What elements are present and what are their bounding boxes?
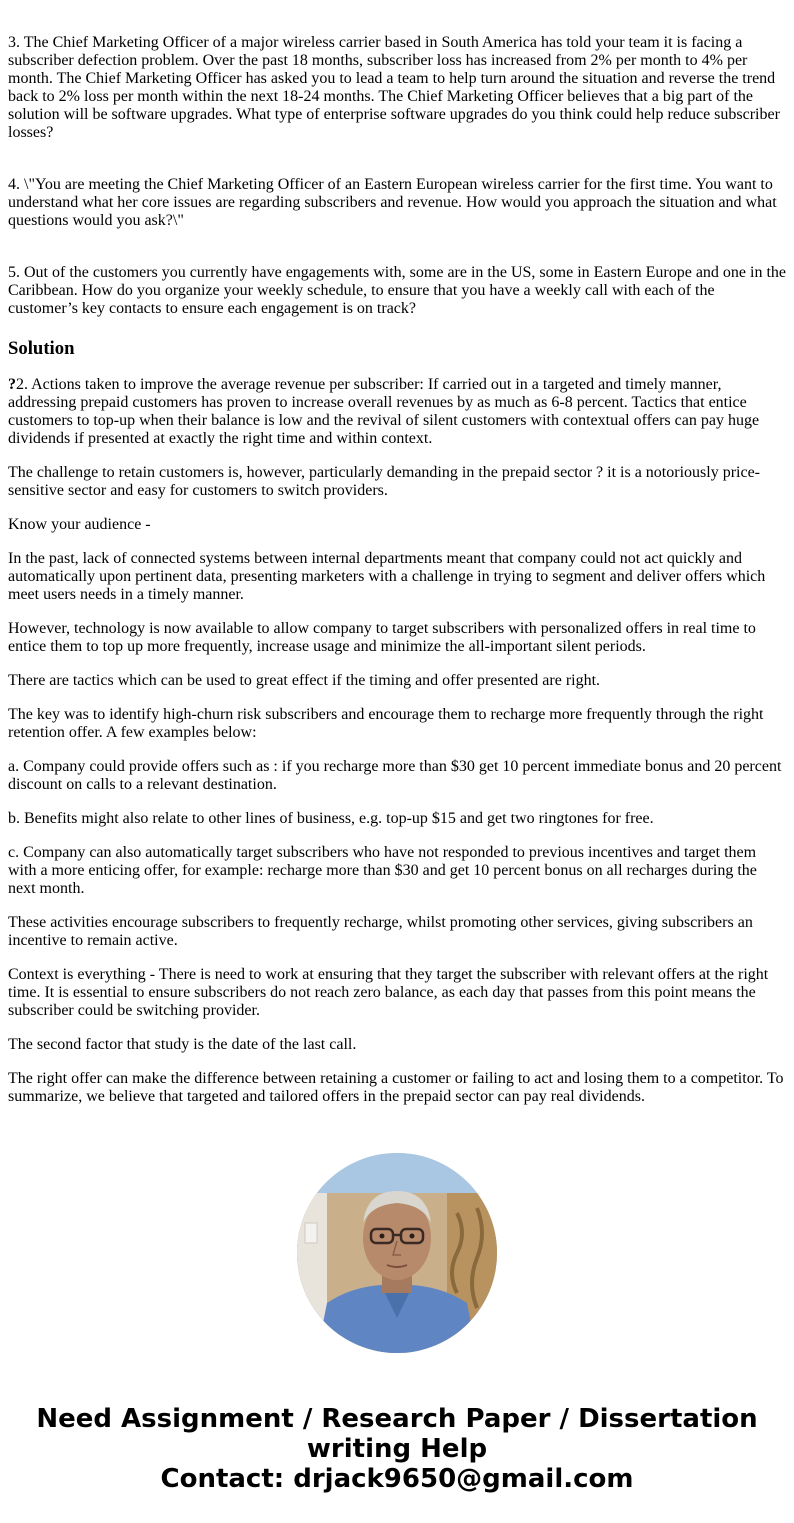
question-5: 5. Out of the customers you currently have engagements with, some are in the US, some in Eastern Europe and one in the Caribbean. How do you organize your weekly schedule, to ensure that you have a weekly call with each of the customer’s key contacts to ensure each engagement is on track? xyxy=(8,264,787,317)
banner-line-1: Need Assignment / Research Paper / Dissertation xyxy=(36,1404,758,1434)
solution-paragraph: a. Company could provide offers such as : if you recharge more than $30 get 10 percent immediate bonus and 20 percent discount on calls to a relevant destination. xyxy=(8,758,782,793)
question-mark-glyph: ? xyxy=(8,376,16,393)
solution-paragraph: In the past, lack of connected systems between internal departments meant that company could not act quickly and automatically upon pertinent data, presenting marketers with a challenge in trying to segment and deliver offers which meet users needs in a timely manner. xyxy=(8,550,766,603)
solution-paragraph: However, technology is now available to allow company to target subscribers with personalized offers in real time to entice them to top up more frequently, increase usage and minimize the all-important silent periods. xyxy=(8,620,756,655)
solution-paragraph: Know your audience - xyxy=(8,516,151,533)
author-avatar xyxy=(297,1153,497,1353)
solution-paragraph: The key was to identify high-churn risk subscribers and encourage them to recharge more frequently through the right retention offer. A few examples below: xyxy=(8,706,764,741)
banner-contact-email: Contact: drjack9650@gmail.com xyxy=(160,1464,634,1494)
solution-paragraph: b. Benefits might also relate to other lines of business, e.g. top-up $15 and get two ringtones for free. xyxy=(8,810,654,827)
solution-heading: Solution xyxy=(8,338,75,359)
question-4: 4. \"You are meeting the Chief Marketing Officer of an Eastern European wireless carrier for the first time. You want to understand what her core issues are regarding subscribers and revenue. How would you approach the situation and what questions would you ask?\" xyxy=(8,176,777,229)
solution-paragraph-1-text: 2. Actions taken to improve the average revenue per subscriber: If carried out in a targeted and timely manner, addressing prepaid customers has proven to increase overall revenues by as much as 6-8 percent. Tactics that entice customers to top-up when their balance is low and the revival of silent customers with contextual offers can pay huge dividends if presented at exactly the right time and within context. xyxy=(8,376,760,447)
solution-paragraph: The challenge to retain customers is, however, particularly demanding in the prepaid sector ? it is a notoriously price-sensitive sector and easy for customers to switch providers. xyxy=(8,464,760,499)
banner-line-2: writing Help xyxy=(306,1434,488,1464)
solution-paragraph-1 xyxy=(8,376,788,448)
contact-banner xyxy=(0,1404,794,1494)
solution-paragraph: Context is everything - There is need to work at ensuring that they target the subscriber with relevant offers at the right time. It is essential to ensure subscribers do not reach zero balance, as each day that passes from this point means the subscriber could be switching provider. xyxy=(8,966,769,1019)
solution-paragraph: The second factor that study is the date of the last call. xyxy=(8,1036,357,1053)
solution-section xyxy=(8,376,788,1106)
solution-paragraph: There are tactics which can be used to great effect if the timing and offer presented are right. xyxy=(8,672,601,689)
question-3: 3. The Chief Marketing Officer of a major wireless carrier based in South America has told your team it is facing a subscriber defection problem. Over the past 18 months, subscriber loss has increased from 2% per month to 4% per month. The Chief Marketing Officer has asked you to lead a team to help turn around the situation and reverse the trend back to 2% loss per month within the next 18-24 months. The Chief Marketing Officer believes that a big part of the solution will be software upgrades. What type of enterprise software upgrades do you think could help reduce subscriber losses? xyxy=(8,34,780,141)
solution-paragraph: c. Company can also automatically target subscribers who have not responded to previous incentives and target them with a more enticing offer, for example: recharge more than $30 and get 10 percent bonus on all recharges during the next month. xyxy=(8,844,757,897)
solution-paragraph: The right offer can make the difference between retaining a customer or failing to act and losing them to a competitor. To summarize, we believe that targeted and tailored offers in the prepaid sector can pay real dividends. xyxy=(8,1070,784,1105)
avatar-portrait-image xyxy=(297,1153,497,1353)
solution-paragraph: These activities encourage subscribers to frequently recharge, whilst promoting other services, giving subscribers an incentive to remain active. xyxy=(8,914,753,949)
document-body xyxy=(8,34,788,1122)
